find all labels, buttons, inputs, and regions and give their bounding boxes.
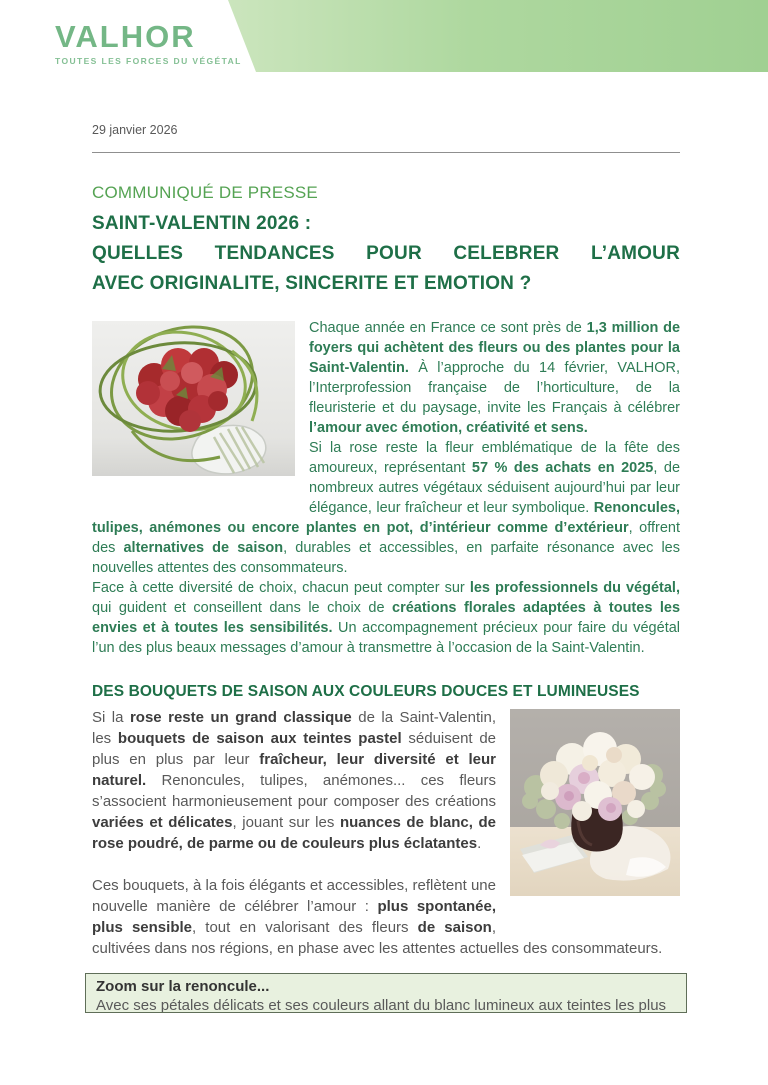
intro-text-block xyxy=(92,318,680,658)
valhor-logo-tagline: TOUTES LES FORCES DU VÉGÉTAL xyxy=(55,56,242,66)
intro-paragraph-3: Face à cette diversité de choix, chacun peut compter sur les professionnels du végétal, qui guident et conseillent dans le choix de créations florales adaptées à toutes les envies et à toutes les sensibilités. Un accompagnement précieux pour faire du végétal l’un des plus beaux messages d’amour à transmettre à l’occasion de la Saint-Valentin. xyxy=(92,580,681,656)
intro-paragraph-2: Si la rose reste la fleur emblématique de la fête des amoureux, représentant 57 % des achats en 2025, de nombreux autres végétaux séduisent aujourd’hui par leur élégance, leur fraîcheur et leur symbolique. Renoncules, tulipes, anémones ou encore plantes en pot, d’intérieur comme d’extérieur, offrent des alternatives de saison, durables et accessibles, en parfaite résonance avec les nouvelles attentes des consommateurs. xyxy=(92,440,681,576)
page-title xyxy=(92,209,680,299)
press-release-kicker: COMMUNIQUÉ DE PRESSE xyxy=(92,183,318,202)
title-line-2: QUELLES TENDANCES POUR CELEBRER L’AMOUR xyxy=(92,243,680,264)
title-line-1: SAINT-VALENTIN 2026 : xyxy=(92,213,312,234)
zoom-box-heading: Zoom sur la renoncule... xyxy=(96,978,270,995)
zoom-renoncule-box xyxy=(85,973,687,1013)
section-paragraph-1: Si la rose reste un grand classique de la Saint-Valentin, les bouquets de saison aux teintes pastel séduisent de plus en plus par leur fraîcheur, leur diversité et leur naturel. Renoncules, tulipes, anémones... ces fleurs s’associent harmonieusement pour composer des créations variées et délicates, jouant sur les nuances de blanc, de rose poudré, de parme ou de couleurs plus éclatantes. xyxy=(92,709,497,852)
title-line-3: AVEC ORIGINALITE, SINCERITE ET EMOTION ? xyxy=(92,273,532,294)
photo-pastel-bouquet xyxy=(510,709,680,896)
section-bouquets xyxy=(92,682,680,959)
section-text-block xyxy=(92,707,680,959)
section-paragraph-2: Ces bouquets, à la fois élégants et accessibles, reflètent une nouvelle manière de célébrer l’amour : plus spontanée, plus sensible, tout en valorisant des fleurs de saison, cultivées dans nos régions, en phase avec les attentes actuelles des consommateurs. xyxy=(92,877,663,957)
intro-paragraph-1: Chaque année en France ce sont près de 1,3 million de foyers qui achètent des fleurs ou des plantes pour la Saint-Valentin. À l’approche du 14 février, VALHOR, l’Interprofession française de l’horticulture, de la fleuristerie et du paysage, invite les Français à célébrer l’amour avec émotion, créativité et sens. xyxy=(309,320,681,436)
photo-red-tulips-bouquet xyxy=(92,321,295,476)
document-body xyxy=(92,0,680,1013)
release-date: 29 janvier 2026 xyxy=(92,123,178,137)
valhor-logo-text: VALHOR xyxy=(55,19,196,54)
zoom-box-text: Avec ses pétales délicats et ses couleurs allant du blanc lumineux aux teintes les plus xyxy=(96,997,667,1013)
section-heading: DES BOUQUETS DE SAISON AUX COULEURS DOUCES ET LUMINEUSES xyxy=(92,683,640,700)
header-divider xyxy=(92,152,680,153)
